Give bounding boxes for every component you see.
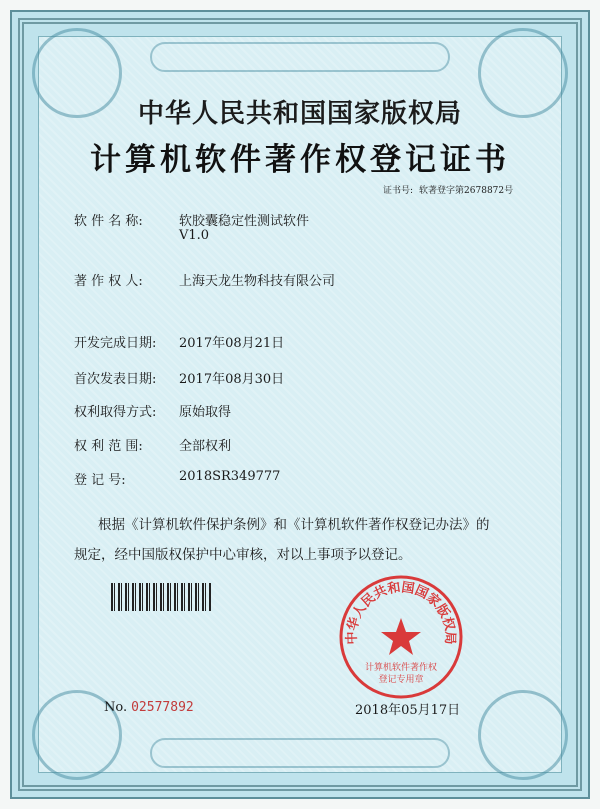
field-value: 2017年08月21日 [179, 336, 285, 351]
certificate-number [383, 183, 519, 196]
field-copyright-owner [74, 270, 336, 289]
field-value: 2017年08月30日 [179, 372, 285, 387]
seal-star-icon [381, 618, 421, 655]
field-label: 登 记 号: [74, 473, 126, 488]
statement-line-1 [74, 512, 534, 538]
serial-number [104, 700, 194, 715]
seal-ring-text: 中华人民共和国国家版权局 [344, 580, 458, 645]
field-value: 全部权利 [179, 439, 232, 454]
official-seal [336, 572, 466, 702]
field-label: 首次发表日期: [74, 372, 157, 387]
field-value: 2018SR349777 [179, 469, 281, 484]
field-value: 上海天龙生物科技有限公司 [179, 274, 336, 289]
corner-ornament [478, 690, 568, 780]
field-label: 权利取得方式: [74, 405, 157, 420]
seal-line-2: 登记专用章 [378, 675, 424, 685]
certificate-number-value: 软著登字第2678872号 [419, 186, 514, 196]
field-registration-number [74, 469, 281, 488]
field-value-version: V1.0 [179, 228, 210, 243]
issuer-title: 中华人民共和国国家版权局 [137, 99, 462, 129]
top-swirl-ornament [150, 42, 450, 72]
field-value: 软胶囊稳定性测试软件 [179, 214, 310, 229]
barcode [111, 583, 211, 611]
field-label: 开发完成日期: [74, 336, 157, 351]
field-publication-date [74, 368, 285, 387]
serial-number-value: 02577892 [131, 700, 194, 715]
field-label: 权 利 范 围: [74, 439, 143, 454]
certificate-number-label: 证书号: [383, 186, 414, 196]
statement-line-2: 规定，经中国版权保护中心审核，对以上事项予以登记。 [74, 547, 412, 563]
bottom-swirl-ornament [150, 738, 450, 768]
field-label: 软 件 名 称: [74, 214, 143, 229]
certificate-title: 计算机软件著作权登记证书 [90, 142, 510, 178]
field-development-date [74, 332, 285, 351]
field-value: 原始取得 [179, 405, 232, 420]
serial-number-label: No. [104, 700, 128, 715]
field-acquisition-method [74, 401, 232, 420]
field-label: 著 作 权 人: [74, 274, 143, 289]
statement-text: 根据《计算机软件保护条例》和《计算机软件著作权登记办法》的 [98, 517, 490, 533]
field-rights-scope [74, 435, 232, 454]
issue-date: 2018年05月17日 [355, 703, 461, 718]
seal-line-1: 计算机软件著作权 [364, 663, 438, 673]
field-software-name [74, 210, 310, 243]
